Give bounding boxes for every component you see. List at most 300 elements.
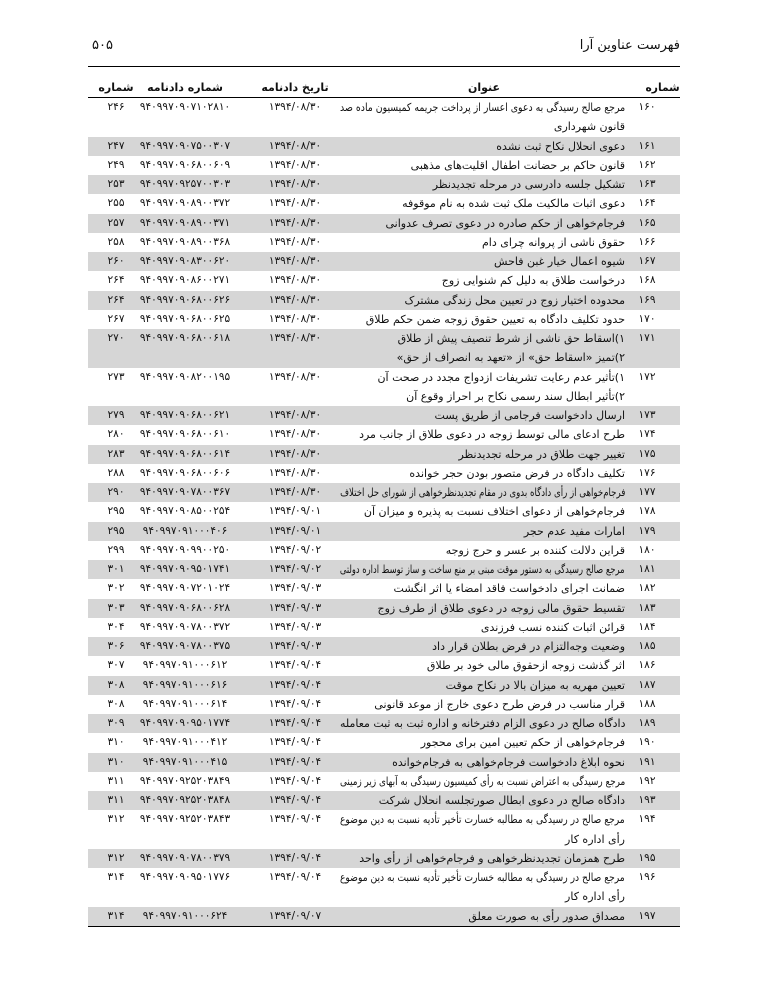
row-page-number-text: ۲۹۵ [107, 505, 125, 518]
row-page-number-text: ۳۰۲ [107, 582, 125, 595]
row-title-text: امارات مفید عدم حجر [523, 524, 625, 538]
row-title-text: تقسیط حقوق مالی زوجه در دعوی طلاق از طرف زوج [377, 601, 625, 615]
row-verdict-number-text: ۹۴۰۹۹۷۰۹۰۸۳۰۰۶۲۰ [140, 255, 231, 267]
row-title-text: ۲)تأثیر ابطال سند رسمی نکاح بر احراز وقوع آن [406, 389, 625, 403]
row-page-number-text: ۳۱۰ [107, 755, 125, 768]
row-date [250, 194, 340, 213]
row-page-number [88, 502, 140, 521]
row-date-text: ۱۳۹۴/۰۹/۰۴ [268, 794, 322, 806]
row-title-line [340, 599, 625, 618]
row-verdict-number-text: ۹۴۰۹۹۷۰۹۲۵۲۰۳۸۴۹ [140, 774, 231, 787]
row-date-text: ۱۳۹۴/۰۹/۰۴ [268, 774, 322, 787]
row-number-text: ۱۷۳ [638, 409, 656, 421]
row-number [628, 753, 680, 772]
row-title-line [340, 445, 625, 464]
row-title-line [340, 214, 625, 233]
row-date [250, 406, 340, 425]
row-title [340, 560, 628, 579]
table-row [88, 733, 680, 752]
row-page-number [88, 560, 140, 579]
row-title-line [340, 502, 625, 521]
row-number-text: ۱۸۷ [638, 678, 656, 691]
row-number-text: ۱۸۹ [638, 717, 656, 729]
row-verdict-number [140, 252, 250, 271]
row-title-line [340, 252, 625, 271]
row-date [250, 252, 340, 271]
row-date [250, 233, 340, 252]
row-number [628, 502, 680, 521]
row-verdict-number-text: ۹۴۰۹۹۷۰۹۱۰۰۰۶۲۴ [142, 909, 228, 922]
row-title [340, 156, 628, 175]
row-verdict-number [140, 907, 250, 926]
row-number [628, 714, 680, 733]
index-table [88, 78, 680, 927]
row-date-text: ۱۳۹۴/۰۹/۰۴ [268, 659, 322, 672]
row-verdict-number-text: ۹۴۰۹۹۷۰۹۰۷۸۰۰۳۷۲ [140, 620, 231, 633]
row-verdict-number-text: ۹۴۰۹۹۷۰۹۰۶۸۰۰۶۲۸ [140, 601, 231, 614]
row-date-text: ۱۳۹۴/۰۹/۰۳ [268, 640, 322, 652]
row-page-number-text: ۳۰۹ [107, 717, 125, 729]
row-title-text: فرجام‌خواهی از رأی دادگاه بدوی در مقام تجدیدنظرخواهی از شورای حل اختلاف [340, 486, 625, 499]
row-verdict-number [140, 637, 250, 656]
row-page-number-text: ۲۹۰ [107, 486, 125, 498]
row-title-line [340, 907, 625, 926]
row-date-text: ۱۳۹۴/۰۸/۳۰ [268, 255, 322, 267]
row-page-number [88, 175, 140, 194]
row-title-text: فرجام‌خواهی از حکم صادره در دعوی تصرف عدوانی [385, 216, 625, 230]
row-verdict-number [140, 810, 250, 849]
row-page-number [88, 98, 140, 137]
row-title-text: مرجع صالح در رسیدگی به مطالبه خسارت تأخیر تأدیه نسبت به دین موضوع [340, 813, 625, 827]
header-date [250, 78, 340, 97]
table-row [88, 656, 680, 675]
row-verdict-number [140, 849, 250, 868]
row-number [628, 252, 680, 271]
row-number-text: ۱۹۶ [638, 871, 656, 883]
table-row [88, 695, 680, 714]
row-date-text: ۱۳۹۴/۰۹/۰۳ [268, 582, 322, 595]
row-page-number-text: ۳۱۴ [107, 909, 125, 922]
row-title-text: مصداق صدور رأی به صورت معلق [468, 909, 625, 923]
row-title-text: ۱)تأثیر عدم رعایت تشریفات ازدواج مجدد در صحت آن [377, 370, 625, 384]
row-number [628, 194, 680, 213]
table-row [88, 194, 680, 213]
row-date [250, 695, 340, 714]
row-date-text: ۱۳۹۴/۰۸/۳۰ [268, 332, 322, 344]
row-date [250, 310, 340, 329]
row-date-text: ۱۳۹۴/۰۸/۳۰ [268, 139, 322, 152]
table-row [88, 368, 680, 407]
row-verdict-number [140, 214, 250, 233]
row-number [628, 637, 680, 656]
table-row [88, 599, 680, 618]
row-page-number-text: ۲۶۴ [107, 274, 125, 287]
row-page-number-text: ۳۰۸ [107, 697, 125, 710]
row-title [340, 194, 628, 213]
row-number [628, 522, 680, 541]
row-page-number [88, 156, 140, 175]
row-title-text: مرجع رسیدگی به اعتراض نسبت به رأی کمیسیون رسیدگی به آبهای زیر زمینی [340, 774, 625, 788]
row-number-text: ۱۶۰ [638, 101, 656, 113]
row-date [250, 849, 340, 868]
row-number-text: ۱۷۱ [638, 332, 656, 344]
row-date [250, 291, 340, 310]
row-date [250, 656, 340, 675]
row-page-number-text: ۲۶۰ [107, 255, 125, 267]
table-row [88, 329, 680, 368]
row-title [340, 329, 628, 368]
row-title-text: رأی اداره کار [565, 832, 625, 846]
row-title-text: قرائن اثبات کننده نسب فرزندی [480, 620, 625, 634]
row-date [250, 329, 340, 368]
row-title [340, 522, 628, 541]
row-date [250, 907, 340, 926]
row-verdict-number [140, 483, 250, 502]
row-title-line [340, 733, 625, 752]
row-date-text: ۱۳۹۴/۰۹/۰۳ [268, 601, 322, 614]
row-number [628, 618, 680, 637]
row-title [340, 791, 628, 810]
row-title-text: ضمانت اجرای دادخواست فاقد امضاء یا اثر انگشت [393, 582, 625, 596]
row-verdict-number-text: ۹۴۰۹۹۷۰۹۰۷۸۰۰۳۷۵ [140, 640, 231, 652]
row-number-text: ۱۹۳ [638, 794, 656, 806]
row-page-number [88, 733, 140, 752]
row-number-text: ۱۷۵ [638, 447, 656, 460]
table-row [88, 425, 680, 444]
row-verdict-number-text: ۹۴۰۹۹۷۰۹۲۵۲۰۳۸۴۸ [140, 794, 231, 806]
table-row [88, 445, 680, 464]
row-title-line [340, 329, 625, 348]
table-row [88, 233, 680, 252]
row-verdict-number [140, 464, 250, 483]
row-number [628, 425, 680, 444]
table-row [88, 522, 680, 541]
row-date-text: ۱۳۹۴/۰۸/۳۰ [268, 486, 322, 498]
row-page-number [88, 579, 140, 598]
table-row [88, 753, 680, 772]
row-page-number [88, 291, 140, 310]
row-title-text: طرح ادعای مالی توسط زوجه در دعوی طلاق از جانب مرد [359, 428, 625, 442]
row-title-text: قانون حاکم بر حضانت اطفال اقلیت‌های مذهبی [410, 158, 625, 172]
row-date-text: ۱۳۹۴/۰۹/۰۴ [268, 678, 322, 691]
row-title-line [340, 194, 625, 213]
row-verdict-number-text: ۹۴۰۹۹۷۰۹۰۹۹۰۰۲۵۰ [140, 543, 231, 556]
row-number [628, 560, 680, 579]
row-verdict-number [140, 868, 250, 907]
row-title-line [340, 579, 625, 598]
row-number [628, 849, 680, 868]
header-number-label: شماره [645, 81, 680, 94]
row-number [628, 579, 680, 598]
row-date-text: ۱۳۹۴/۰۸/۳۰ [268, 216, 322, 229]
row-verdict-number-text: ۹۴۰۹۹۷۰۹۰۹۵۰۱۷۴۱ [140, 563, 231, 575]
row-verdict-number [140, 445, 250, 464]
table-row [88, 676, 680, 695]
row-date-text: ۱۳۹۴/۰۸/۳۰ [268, 312, 322, 325]
row-page-number-text: ۲۹۵ [107, 524, 125, 537]
row-page-number-text: ۲۴۶ [107, 101, 125, 113]
row-number-text: ۱۶۷ [638, 255, 656, 267]
row-number-text: ۱۹۷ [638, 909, 656, 922]
row-title-text: رأی اداره کار [565, 890, 625, 904]
row-page-number [88, 753, 140, 772]
row-title-line [340, 541, 625, 560]
row-date [250, 445, 340, 464]
row-number [628, 464, 680, 483]
row-verdict-number [140, 98, 250, 137]
row-number [628, 291, 680, 310]
row-title [340, 483, 628, 502]
row-page-number-text: ۲۹۹ [107, 543, 125, 556]
row-number [628, 772, 680, 791]
row-title-text: درخواست طلاق به دلیل کم شنوایی زوج [441, 274, 625, 288]
row-number [628, 810, 680, 849]
row-title [340, 233, 628, 252]
row-title-text: دادگاه صالح در دعوی الزام دفترخانه و اداره ثبت به ثبت معامله [340, 717, 625, 730]
table-row [88, 810, 680, 849]
row-title-line [340, 868, 625, 887]
row-verdict-number [140, 233, 250, 252]
row-verdict-number-text: ۹۴۰۹۹۷۰۹۰۷۸۰۰۳۷۹ [140, 851, 231, 864]
row-page-number [88, 522, 140, 541]
row-title-line [340, 464, 625, 483]
row-number [628, 137, 680, 156]
row-title-line [340, 98, 625, 117]
row-title-text: دادگاه صالح در دعوی ابطال صورتجلسه انحلال شرکت [378, 794, 625, 807]
row-page-number [88, 483, 140, 502]
row-date [250, 156, 340, 175]
row-number-text: ۱۶۳ [638, 178, 656, 190]
table-row [88, 291, 680, 310]
row-page-number [88, 695, 140, 714]
row-page-number [88, 233, 140, 252]
row-date [250, 810, 340, 849]
row-number [628, 695, 680, 714]
row-date [250, 637, 340, 656]
row-date-text: ۱۳۹۴/۰۸/۳۰ [268, 466, 322, 479]
row-title-text: وضعیت وجه‌التزام در فرض بطلان قرار داد [432, 640, 625, 653]
table-header-row [88, 78, 680, 98]
row-date-text: ۱۳۹۴/۰۹/۰۴ [268, 871, 322, 883]
row-title [340, 849, 628, 868]
row-page-number [88, 368, 140, 407]
row-verdict-number-text: ۹۴۰۹۹۷۰۹۰۸۲۰۰۱۹۵ [140, 370, 231, 383]
row-title [340, 579, 628, 598]
row-verdict-number [140, 406, 250, 425]
row-title-line [340, 714, 625, 733]
row-verdict-number-text: ۹۴۰۹۹۷۰۹۰۶۸۰۰۶۱۸ [140, 332, 231, 344]
row-title [340, 310, 628, 329]
row-page-number [88, 445, 140, 464]
row-title-line [340, 233, 625, 252]
row-verdict-number-text: ۹۴۰۹۹۷۰۹۰۸۶۰۰۲۷۱ [140, 274, 231, 287]
row-date [250, 502, 340, 521]
row-title [340, 907, 628, 926]
row-title-text: فرجام‌خواهی از حکم تعیین امین برای محجور [420, 736, 625, 750]
table-row [88, 560, 680, 579]
table-row [88, 637, 680, 656]
row-number-text: ۱۶۱ [638, 139, 656, 152]
row-title-line [340, 695, 625, 714]
table-row [88, 541, 680, 560]
row-number [628, 214, 680, 233]
row-title-text: تغییر جهت طلاق در مرحله تجدیدنظر [458, 447, 625, 461]
row-page-number [88, 310, 140, 329]
row-verdict-number [140, 368, 250, 407]
row-number [628, 541, 680, 560]
row-title-line [340, 791, 625, 810]
row-title-text: مرجع صالح رسیدگی به دستور موقت مبنی بر منع ساخت و ساز توسط اداره دولتی [340, 563, 625, 576]
row-title-text: مرجع صالح رسیدگی به دعوی اعسار از پرداخت جریمه کمیسیون ماده صد [340, 101, 625, 114]
header-title-label: عنوان [467, 81, 501, 94]
row-page-number [88, 637, 140, 656]
row-page-number [88, 676, 140, 695]
row-title-line [340, 830, 625, 849]
row-date-text: ۱۳۹۴/۰۸/۳۰ [268, 447, 322, 460]
row-verdict-number [140, 772, 250, 791]
row-title-text: تکلیف دادگاه در فرض متصور بودن حجر خوانده [409, 466, 625, 480]
row-date-text: ۱۳۹۴/۰۹/۰۴ [268, 717, 322, 729]
row-title [340, 753, 628, 772]
row-number [628, 868, 680, 907]
row-verdict-number-text: ۹۴۰۹۹۷۰۹۰۶۸۰۰۶۲۵ [140, 312, 231, 325]
row-verdict-number [140, 291, 250, 310]
row-date-text: ۱۳۹۴/۰۸/۳۰ [268, 178, 322, 190]
row-page-number-text: ۳۰۳ [107, 601, 125, 614]
row-date [250, 618, 340, 637]
row-verdict-number [140, 425, 250, 444]
row-title [340, 868, 628, 907]
row-verdict-number [140, 310, 250, 329]
row-title-line [340, 310, 625, 329]
row-page-number-text: ۳۱۱ [107, 794, 125, 806]
row-verdict-number-text: ۹۴۰۹۹۷۰۹۰۹۵۰۱۷۷۴ [140, 717, 231, 729]
row-number-text: ۱۶۲ [638, 158, 656, 171]
row-date [250, 733, 340, 752]
table-row [88, 868, 680, 907]
row-title-text: دعوی انحلال نکاح ثبت نشده [496, 139, 625, 153]
row-verdict-number-text: ۹۴۰۹۹۷۰۹۱۰۰۰۶۱۶ [142, 678, 228, 691]
row-verdict-number [140, 714, 250, 733]
row-number-text: ۱۹۱ [638, 755, 656, 768]
row-title [340, 368, 628, 407]
row-date-text: ۱۳۹۴/۰۸/۳۰ [268, 274, 322, 287]
row-number [628, 368, 680, 407]
row-verdict-number-text: ۹۴۰۹۹۷۰۹۰۶۸۰۰۶۲۶ [140, 293, 231, 306]
row-page-number [88, 907, 140, 926]
row-date-text: ۱۳۹۴/۰۸/۳۰ [268, 409, 322, 421]
row-date [250, 579, 340, 598]
row-date [250, 599, 340, 618]
row-date-text: ۱۳۹۴/۰۸/۳۰ [268, 293, 322, 306]
row-number [628, 406, 680, 425]
row-date-text: ۱۳۹۴/۰۸/۳۰ [268, 158, 322, 171]
row-date-text: ۱۳۹۴/۰۹/۰۴ [268, 736, 322, 749]
row-date [250, 137, 340, 156]
table-row [88, 483, 680, 502]
row-title [340, 291, 628, 310]
row-date [250, 676, 340, 695]
row-date [250, 425, 340, 444]
row-number [628, 310, 680, 329]
row-date [250, 483, 340, 502]
row-date-text: ۱۳۹۴/۰۹/۰۲ [268, 563, 322, 575]
row-verdict-number-text: ۹۴۰۹۹۷۰۹۲۵۷۰۰۳۰۳ [140, 178, 231, 190]
row-number-text: ۱۶۶ [638, 235, 656, 248]
row-title [340, 252, 628, 271]
row-title [340, 714, 628, 733]
row-number [628, 599, 680, 618]
row-page-number-text: ۲۷۹ [107, 409, 125, 421]
row-verdict-number [140, 194, 250, 213]
row-page-number [88, 810, 140, 849]
row-number-text: ۱۷۴ [638, 428, 656, 441]
row-number-text: ۱۷۸ [638, 505, 656, 518]
row-page-number-text: ۲۸۸ [107, 466, 125, 479]
page-title: فهرست عناوین آرا [579, 38, 680, 53]
row-number-text: ۱۷۷ [638, 486, 656, 498]
table-row [88, 156, 680, 175]
row-page-number-text: ۳۱۱ [107, 774, 125, 787]
row-page-number [88, 618, 140, 637]
row-date-text: ۱۳۹۴/۰۸/۳۰ [268, 101, 322, 113]
row-page-number [88, 714, 140, 733]
row-title [340, 464, 628, 483]
row-page-number [88, 868, 140, 907]
row-page-number-text: ۲۵۷ [107, 216, 125, 229]
row-number [628, 791, 680, 810]
row-date-text: ۱۳۹۴/۰۹/۰۷ [268, 909, 322, 922]
row-page-number [88, 541, 140, 560]
row-title-line [340, 117, 625, 136]
row-title-text: دعوی اثبات مالکیت ملک ثبت شده به نام موقوفه [402, 197, 625, 211]
page-number: ۵۰۵ [92, 38, 113, 53]
row-page-number [88, 214, 140, 233]
row-date-text: ۱۳۹۴/۰۹/۰۳ [268, 620, 322, 633]
row-title-text: شیوه اعمال خیار غبن فاحش [494, 255, 625, 268]
row-title-text: قرار مناسب در فرض طرح دعوی خارج از موعد قانونی [374, 697, 625, 711]
row-title-line [340, 406, 625, 425]
row-date [250, 98, 340, 137]
row-page-number-text: ۲۶۷ [107, 312, 125, 325]
row-page-number-text: ۳۰۴ [107, 620, 125, 633]
row-title-text: حقوق ناشی از پروانه چرای دام [482, 235, 625, 249]
row-title-text: ۱)اسقاط حق ناشی از شرط تنصیف پیش از طلاق [397, 332, 625, 345]
row-page-number-text: ۳۱۴ [107, 871, 125, 883]
row-number [628, 156, 680, 175]
table-row [88, 464, 680, 483]
row-number-text: ۱۸۵ [638, 640, 656, 652]
row-title-text: ارسال دادخواست فرجامی از طریق پست [434, 409, 625, 422]
row-title-text: حدود تکلیف دادگاه به تعیین حقوق زوجه ضمن حکم طلاق [365, 312, 625, 326]
row-page-number-text: ۳۱۰ [107, 736, 125, 749]
row-page-number [88, 252, 140, 271]
row-verdict-number-text: ۹۴۰۹۹۷۰۹۰۹۵۰۱۷۷۶ [140, 871, 231, 883]
row-title-line [340, 637, 625, 656]
row-page-number-text: ۳۰۸ [107, 678, 125, 691]
row-page-number-text: ۲۵۵ [107, 197, 125, 210]
table-body [88, 98, 680, 926]
row-title-line [340, 291, 625, 310]
row-number [628, 329, 680, 368]
row-verdict-number [140, 656, 250, 675]
row-title [340, 541, 628, 560]
row-verdict-number [140, 560, 250, 579]
header-rule [88, 66, 680, 67]
row-date-text: ۱۳۹۴/۰۹/۰۱ [268, 524, 322, 537]
row-verdict-number [140, 579, 250, 598]
row-date [250, 560, 340, 579]
